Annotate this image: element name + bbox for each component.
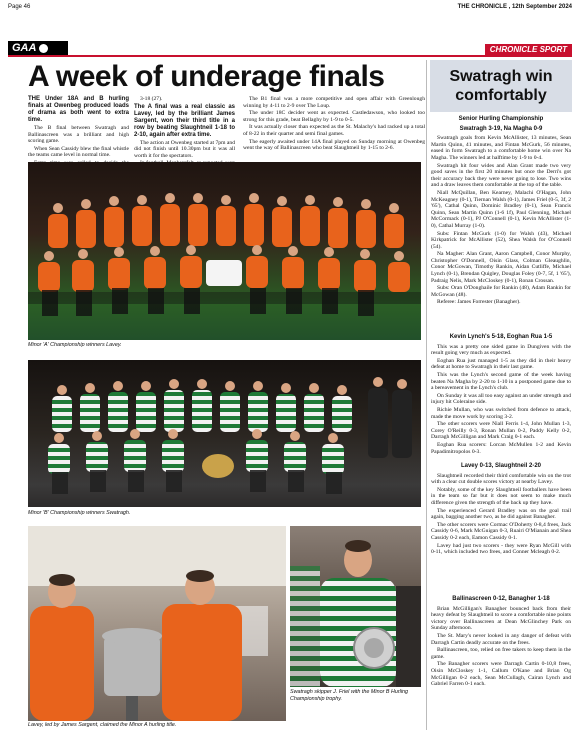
- photo-caption-swatragh: Minor 'B' Championship winners Swatragh.: [28, 510, 131, 516]
- sidebar-title: Swatragh win comfortably: [430, 60, 572, 112]
- brand-badge: CHRONICLE SPORT: [485, 44, 572, 55]
- photo-caption-lavey: Minor 'A' Championship winners Lavey.: [28, 342, 122, 348]
- headline: A week of underage finals: [28, 60, 385, 93]
- result-heading: Swatragh 3-19, Na Magha 0-9: [459, 125, 543, 132]
- lavey-trophy-image: [28, 526, 286, 721]
- article-col-3: The B1 final was a more competitive and open affair with Greenlough winning by 4-11 to 2-9 over The Loup. The under 18C decider went as expected. Castledawson, who looked too strong for this grade, beat Bellaghy by 1-9 to 0-5. It was actually closer than expected as the St. Malachy's had racked up a total of 8-22 in their quarter and semi final games. The eagerly awaited under 14A final played on Sunday morning at Owenbeg went the way of Ballinascreen who beat Slaughtneil by 1-15 to 2-6.: [243, 96, 425, 152]
- sidebar-section-4: Ballinascreen 0-12, Banagher 1-18 Brian McGilligan's Banagher bounced back from their heavy defeat by Slaughtneil to score a comfortable nine points victory over Ballinascreen at Dean McGlinchey Park on Sunday afternoon. The St. Mary's never looked in any danger of defeat with Darragh Cartin deadly accurate on the frees. Ballinascreen, too, relied on free takers to keep them in the game. The Banagher scorers were Darragh Cartin 0-10,8 frees, Oisin McCloskey 1-1, Callum O'Kane and Brian Og McGilligan 0-2 each, Sean McCullagh, Cairan Lynch and Gabriel Farren 0-1 each.: [431, 596, 571, 688]
- paper-date: THE CHRONICLE , 12th September 2024: [457, 4, 572, 10]
- sidebar-section-1: Senior Hurling Championship Swatragh 3-19, Na Magha 0-9 Swatragh goals from Kevin McAllister, 13 minutes, Sean Martin Quinn, 41 minutes, and Fintan McGurk, 56 minutes, eased in form Swatragh to a comfortable home win over Na Magha. The winners led at halftime by 1-9 to 0-4. Swatragh hit four wides and Alan Grant made two very good saves in the first 20 minutes but once the Derri's got their accuracy back they were never going to lose. Two wins and a draw leaves them comfortable at the top of the table. Niall McQuillan, Ben Kearney, Malachi O'Hagan, John McKeagney (0-1), Tiernan Walsh (0-1), James Friel (0-5, 3f, 2 '65'), Cathal Quinn, Dominic Bradley (0-1), Sean Francis Quinn, Sean Martin Quinn (1-6 1f), Paul Glenning, Michael McCormack (0-1), PJ O'Connell (0-1), Kevin McAllister (1-0), Cathal Murray (1-0). Subs: Fintan McGurk (1-0) for Walsh (43), Michael Kirkpatrick for McAllister (52), Shea Walsh for O'Connell (54). Na Magher: Alan Grant, Aaron Campbell, Conor Murphy, Christopher O'Donnell, Oisin Glass, Colman Gleaughlin, Conor McGowan, Timothy Rankin, Aidan Cutliffe, Michael Lynch (0-1), Brendan Quigley, Douglas Foley (0-7, 5f, 1 '65'), Padraig Nelis, Mark McCloskey (0-1), Ronan Crossan. Subs: Oran O'Donghaile for Rankin (48), Adam Rankin for McGowan (48). Referee: James Forrester (Banagher).: [431, 116, 571, 306]
- swatragh-team-image: [28, 360, 421, 507]
- photo-caption-skipper: Swatragh skipper J. Friel with the Minor B Hurling Championship trophy.: [290, 689, 409, 702]
- header-rule: [8, 55, 572, 57]
- result-heading: Ballinascreen 0-12, Banagher 1-18: [452, 596, 550, 602]
- photo-swatragh-team: [28, 360, 421, 507]
- photo-swatragh-skipper: [290, 526, 421, 687]
- page-header: [8, 4, 572, 14]
- section-heading: Senior Hurling Championship: [458, 116, 544, 122]
- photo-caption-lavey-trophy: Lavey, led by James Sargent, claimed the Minor A hurling title.: [28, 722, 177, 728]
- photo-lavey-team: [28, 162, 421, 340]
- page-number: Page 46: [8, 4, 31, 10]
- section-label: GAA: [8, 41, 68, 55]
- column-rule: [426, 60, 427, 730]
- swatragh-skipper-image: [290, 526, 421, 687]
- article-col-2: 3-18 (27). The A final was a real classic as Lavey, led by the brilliant James Sargent, won their third title in a row by beating Slaughtneil 1-18 to 2-10, again after extra time. The action at Owenbeg started at 7pm and did not finish until 10.30pm but it was all worth it for the spectators.: [134, 96, 235, 159]
- result-heading: Kevin Lynch's 5-18, Eoghan Rua 1-5: [449, 334, 553, 340]
- photo-lavey-trophy: [28, 526, 286, 721]
- article-col-1: THE Under 18A and B hurling finals at Owenbeg produced loads of drama as both went to extra time. The B final between Swatragh and Ballinascreen was a brilliant and high scoring game. When Sean Cassidy blew the final whistle the teams came level in normal time.: [28, 96, 129, 159]
- sidebar-section-2: Kevin Lynch's 5-18, Eoghan Rua 1-5 This was a pretty one sided game in Dungiven with the result going very much as expected. Eoghan Rua just managed 1-5 as they did in their heavy defeat at home to Swatragh in their last game. This was the Lynch's second game of the week having beaten Na Magha by 2-20 to 1-10 in a postponed game due to a bereavement in the Lynch's club. On Sunday it was all too easy against an under strength and injury hit Coleraine side. Richie Mullan, who was switched from defence to attack, made the move work by scoring 3-2. The other scorers were Niall Ferris 1-4, John Mullan 1-3, Corey O'Reilly 0-3, Ronan Mullan 0-2, Paddy Kelly 0-2, Darragh McGilligan and Mark Craig 0-1 each. Eoghan Rua scorers: Lorcan McMullen 1-2 and Kevin Papadimitropolos 0-3.: [431, 334, 571, 455]
- lavey-team-image: [28, 162, 421, 340]
- result-heading: Lavey 0-13, Slaughtneil 2-20: [460, 463, 542, 469]
- sidebar-section-3: Lavey 0-13, Slaughtneil 2-20 Slaughtneil recorded their third comfortable win on the trot with a clear cut double scores victory at nearby Lavey. Notably, some of the key Slaughtneil footballers have been in the team so far but it does not seem to make much difference given the strength of the back up they have. The experienced Gerard Bradley was on the goal trail again, bagging another two, as he did against Banagher. The other scorers were Cormac O'Doherty 0-8,4 frees, Jack Cassidy 0-6, Mark McGuigan 0-3, Ruairi O'Mianain and Shea Cassidy 0-2 each, Eamon Cassidy 0-1. Lavey had just two scorers - they were Ryan McGill with 0-11, which included two frees, and Conner Mcleagh 0-2.: [431, 463, 571, 556]
- sliotar-icon: [39, 44, 48, 53]
